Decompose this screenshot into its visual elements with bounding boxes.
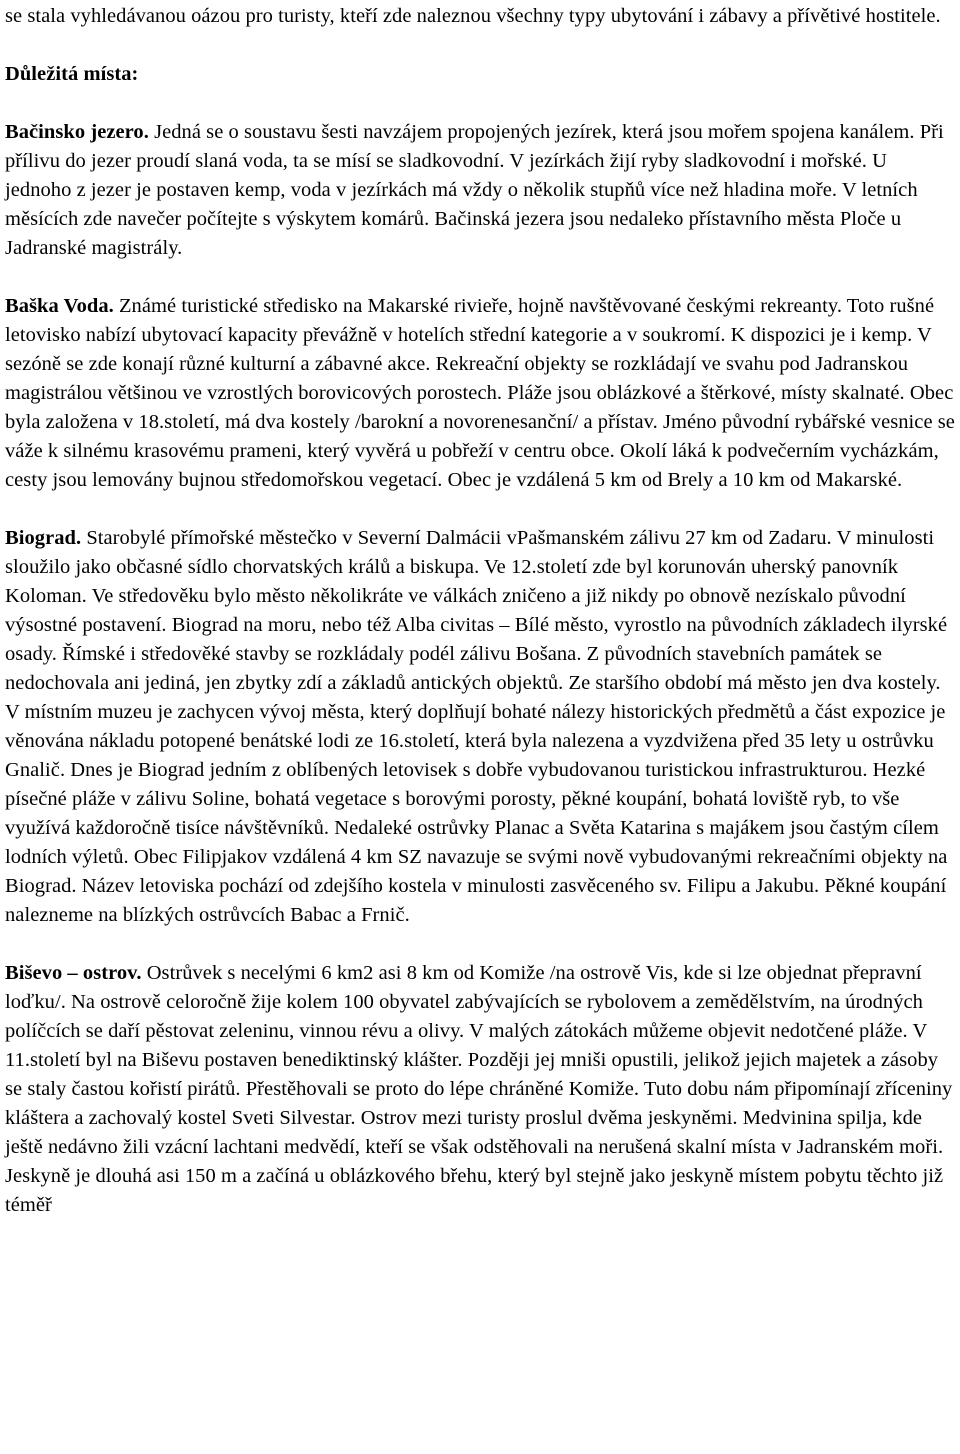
section-heading: Důležitá místa: <box>5 63 139 85</box>
intro-paragraph: se stala vyhledávanou oázou pro turisty, kteří zde naleznou všechny typy ubytování i zábavy a přívětivé hostitele. <box>5 5 941 27</box>
place-entry-bisevo <box>5 959 956 1220</box>
place-name: Biograd. <box>5 527 82 549</box>
place-entry-bacinsko <box>5 118 956 263</box>
place-entry-biograd <box>5 524 956 930</box>
place-description: Starobylé přímořské městečko v Severní Dalmácii vPašmanském zálivu 27 km od Zadaru. V minulosti sloužilo jako občasné sídlo chorvatských králů a biskupa. Ve 12.století zde byl korunován uherský panovník Koloman. Ve středověku bylo město několikráte ve válkách zničeno a již nikdy po obnově nezískalo původní výsostné postavení. Biograd na moru, nebo též Alba civitas – Bílé město, vyrostlo na původních základech ilyrské osady. Římské i středověké stavby se rozkládaly podél zálivu Bošana. Z původních stavebních památek se nedochovala ani jediná, jen zbytky zdí a základů antických objektů. Ze staršího období má město jen dva kostely. V místním muzeu je zachycen vývoj města, který doplňují bohaté nálezy historických předmětů a část expozice je věnována nákladu potopené benátské lodi ze 16.století, která byla nalezena a vyzdvižena před 35 lety u ostrůvku Gnalič. Dnes je Biograd jedním z oblíbených letovisek s dobře vybudovanou turistickou infrastrukturou. Hezké písečné pláže v zálivu Soline, bohatá vegetace s borovými porosty, pěkné koupání, bohatá loviště ryb, to vše využívá každoročně tisíce návštěvníků. Nedaleké ostrůvky Planac a Světa Katarina s majákem jsou častým cílem lodních výletů. Obec Filipjakov vzdálená 4 km SZ navazuje se svými nově vybudovanými rekreačními objekty na Biograd. Název letoviska pochází od zdejšího kostela v minulosti zasvěceného sv. Filipu a Jakubu. Pěkné koupání nalezneme na blízkých ostrůvcích Babac a Frnič. <box>5 527 948 926</box>
place-name: Bačinsko jezero. <box>5 121 149 143</box>
place-description: Jedná se o soustavu šesti navzájem propojených jezírek, která jsou mořem spojena kanálem. Při přílivu do jezer proudí slaná voda, ta se mísí se sladkovodní. V jezírkách žijí ryby sladkovodní i mořské. U jednoho z jezer je postaven kemp, voda v jezírkách má vždy o několik stupňů více než hladina moře. V letních měsících zde navečer počítejte s výskytem komárů. Bačinská jezera jsou nedaleko přístavního města Ploče u Jadranské magistrály. <box>5 121 944 259</box>
place-entry-baska-voda <box>5 292 956 495</box>
place-description: Známé turistické středisko na Makarské rivieře, hojně navštěvované českými rekreanty. Toto rušné letovisko nabízí ubytovací kapacity převážně v hotelích střední kategorie a v soukromí. K dispozici je i kemp. V sezóně se zde konají různé kulturní a zábavné akce. Rekreační objekty se rozkládají ve svahu pod Jadranskou magistrálou většinou ve vzrostlých borovicových porostech. Pláže jsou oblázkové a štěrkové, místy skalnaté. Obec byla založena v 18.století, má dva kostely /barokní a novorenesanční/ a přístav. Jméno původní rybářské vesnice se váže k silnému krasovému prameni, který vyvěrá u pobřeží v centru obce. Okolí láká k podvečerním vycházkám, cesty jsou lemovány bujnou středomořskou vegetací. Obec je vzdálená 5 km od Brely a 10 km od Makarské. <box>5 295 955 491</box>
place-name: Biševo – ostrov. <box>5 962 142 984</box>
place-name: Baška Voda. <box>5 295 114 317</box>
place-description: Ostrůvek s necelými 6 km2 asi 8 km od Komiže /na ostrově Vis, kde si lze objednat přepravní loďku/. Na ostrově celoročně žije kolem 100 obyvatel zabývajících se rybolovem a zemědělstvím, na úrodných políčcích se daří pěstovat zeleninu, vinnou révu a olivy. V malých zátokách můžeme objevit nedotčené pláže. V 11.století byl na Biševu postaven benediktinský klášter. Později jej mniši opustili, jelikož jejich majetek a zásoby se staly častou kořistí pirátů. Přestěhovali se proto do lépe chráněné Komiže. Tuto dobu nám připomínají zříceniny kláštera a zachovalý kostel Sveti Silvestar. Ostrov mezi turisty proslul dvěma jeskyněmi. Medvinina spilja, kde ještě nedávno žili vzácní lachtani medvědí, kteří se však odstěhovali na nerušená skalní místa v Jadranském moři. Jeskyně je dlouhá asi 150 m a začíná u oblázkového břehu, který byl stejně jako jeskyně místem pobytu těchto již téměř <box>5 962 953 1216</box>
